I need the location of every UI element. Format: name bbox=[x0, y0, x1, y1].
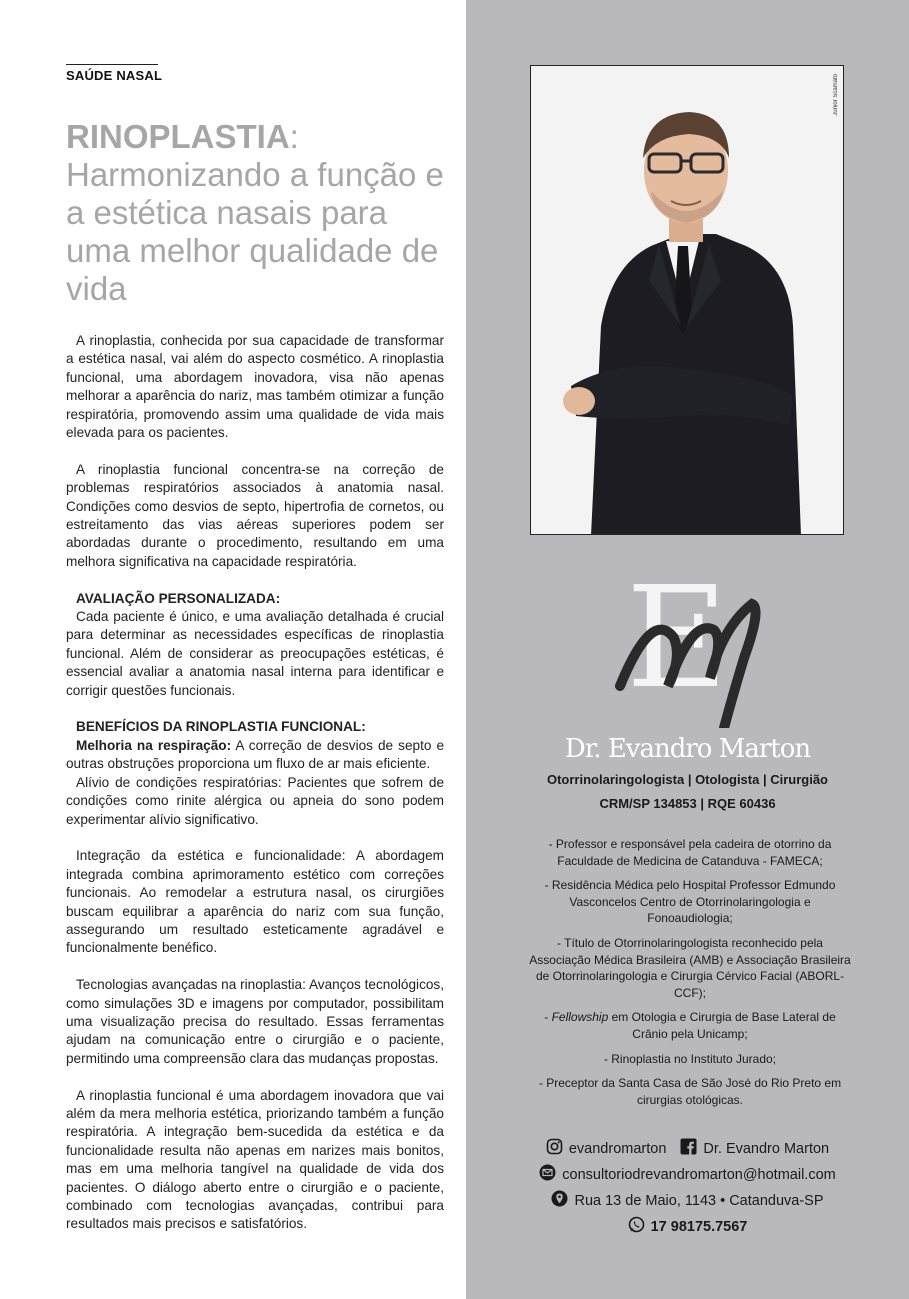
doctor-registration: CRM/SP 134853 | RQE 60436 bbox=[599, 796, 776, 811]
technology-text: Avanços tecnológicos, como simulações 3D e imagens por computador, possibilitam uma visualização precisa do resultado. Essas ferramentas ajudam na comunicação entre o cirurgião e o paciente, permitindo uma compreensão clara das mudanças propostas. bbox=[66, 977, 445, 1066]
heading-evaluation: AVALIAÇÃO PERSONALIZADA: bbox=[76, 590, 281, 606]
photo-credit: Júnior Scamato bbox=[833, 74, 839, 116]
integration-text: A abordagem integrada combina aprimoramento estético com correções funcionais. Ao remodelar a estrutura nasal, os cirurgiões buscam equilibrar a aparência do nariz com sua função, assegurando um resultado esteticamente agradável e funcionalmente benéfico. bbox=[66, 848, 444, 956]
paragraph-conclusion: A rinoplastia funcional é uma abordagem inovadora que vai além da mera melhoria estética, priorizando também a função respiratória. A integração bem-sucedida da estética e da funcionalidade resulta não apenas em narizes mais bonitos, mas em uma melhoria tangível na qualidade de vida dos pacientes. O diálogo aberto entre o cirurgião e o paciente, combinado com tecnologias avançadas, contribui para resultados mais precisos e satisfatórios. bbox=[66, 1087, 444, 1232]
address-text: Rua 13 de Maio, 1143 • Catanduva-SP bbox=[574, 1192, 824, 1209]
instagram-handle[interactable]: evandromarton bbox=[568, 1140, 667, 1157]
location-pin-icon bbox=[551, 1190, 568, 1211]
email-address[interactable]: consultoriodrevandromarton@hotmail.com bbox=[562, 1166, 836, 1183]
instagram-icon bbox=[546, 1138, 563, 1159]
email-icon bbox=[539, 1164, 556, 1185]
svg-text:E: E bbox=[626, 568, 729, 720]
section-rule bbox=[66, 64, 158, 65]
doctor-portrait-illustration bbox=[531, 66, 844, 535]
cv-item: - Preceptor da Santa Casa de São José do Rio Preto em cirurgias otológicas. bbox=[538, 1076, 842, 1107]
benefit-breathing-text: A correção de desvios de septo e outras obstruções proporciona um fluxo de ar mais eficiente. bbox=[66, 737, 445, 772]
title-colon: : bbox=[289, 118, 299, 155]
title-keyword: RINOPLASTIA bbox=[66, 118, 290, 155]
cv-list bbox=[526, 836, 854, 1116]
cv-item: - Residência Médica pelo Hospital Professor Edmundo Vasconcelos Centro de Otorrinolaringologia e Fonoaudiologia; bbox=[544, 878, 836, 926]
cv-item bbox=[526, 1009, 854, 1042]
title-subtitle: Harmonizando a função e a estética nasais para uma melhor qualidade de vida bbox=[66, 156, 444, 307]
cv-item-rest: em Otologia e Cirurgia de Base Lateral de Crânio pela Unicamp; bbox=[608, 1010, 836, 1041]
benefit-breathing-lead: Melhoria na respiração: bbox=[76, 737, 232, 753]
em-monogram-logo bbox=[612, 568, 772, 728]
whatsapp-row bbox=[466, 1216, 909, 1237]
integration-lead: Integração da estética e funcionalidade: bbox=[76, 848, 346, 864]
paragraph-technology bbox=[66, 976, 444, 1068]
paragraph-intro: A rinoplastia, conhecida por sua capacidade de transformar a estética nasal, vai além do aspecto cosmético. A rinoplastia funcional, uma abordagem inovadora, visa não apenas melhorar a aparência do nariz, mas também otimizar a função respiratória, promovendo assim uma qualidade de vida mais elevada para os pacientes. bbox=[66, 333, 444, 441]
facebook-icon bbox=[680, 1138, 697, 1159]
paragraph-integration bbox=[66, 847, 444, 957]
paragraph-evaluation: Cada paciente é único, e uma avaliação detalhada é crucial para determinar as necessidades específicas de rinoplastia funcional. Além de considerar as preocupações estéticas, é essencial avaliar a anatomia nasal interna para identificar e corrigir questões funcionais. bbox=[66, 609, 444, 698]
doctor-name: Dr. Evandro Marton bbox=[564, 734, 811, 764]
benefit-breathing bbox=[66, 737, 444, 774]
cv-item: - Rinoplastia no Instituto Jurado; bbox=[603, 1051, 777, 1066]
benefit-relief: Alívio de condições respiratórias: Pacientes que sofrem de condições como rinite alérgica ou apneia do sono podem experimentar alívio significativo. bbox=[66, 774, 444, 827]
article-body bbox=[66, 332, 444, 1234]
cv-item-prefix: - bbox=[544, 1010, 552, 1025]
section-label: SAÚDE NASAL bbox=[66, 68, 163, 83]
cv-item: - Professor e responsável pela cadeira de otorrino da Faculdade de Medicina de Catanduva - FAMECA; bbox=[548, 837, 832, 868]
address-row bbox=[466, 1190, 909, 1211]
email-row bbox=[466, 1164, 909, 1185]
doctor-photo bbox=[530, 65, 844, 535]
whatsapp-number[interactable]: 17 98175.7567 bbox=[650, 1218, 748, 1235]
monogram-icon bbox=[612, 568, 772, 728]
cv-item-emphasis: Fellowship bbox=[551, 1010, 609, 1025]
heading-benefits: BENEFÍCIOS DA RINOPLASTIA FUNCIONAL: bbox=[76, 719, 366, 735]
doctor-specialties: Otorrinolaringologista | Otologista | Cirurgião bbox=[546, 772, 828, 787]
cv-item: - Título de Otorrinolaringologista reconhecido pela Associação Médica Brasileira (AMB) e Associação Brasileira de Otorrinolaringologia e Cirurgia Cérvico Facial (ABORL- CCF); bbox=[529, 935, 851, 1000]
facebook-page[interactable]: Dr. Evandro Marton bbox=[703, 1140, 830, 1157]
technology-lead: Tecnologias avançadas na rinoplastia: bbox=[76, 977, 306, 993]
paragraph-functional: A rinoplastia funcional concentra-se na correção de problemas respiratórios associados à anatomia nasal. Condições como desvios de septo, hipertrofia de cornetos, ou estreitamento das vias aéreas superiores podem ser abordadas durante o procedimento, resultando em uma melhora significativa na capacidade respiratória. bbox=[66, 461, 444, 569]
social-row bbox=[466, 1138, 909, 1159]
whatsapp-icon bbox=[628, 1216, 645, 1237]
article-title bbox=[66, 118, 456, 308]
